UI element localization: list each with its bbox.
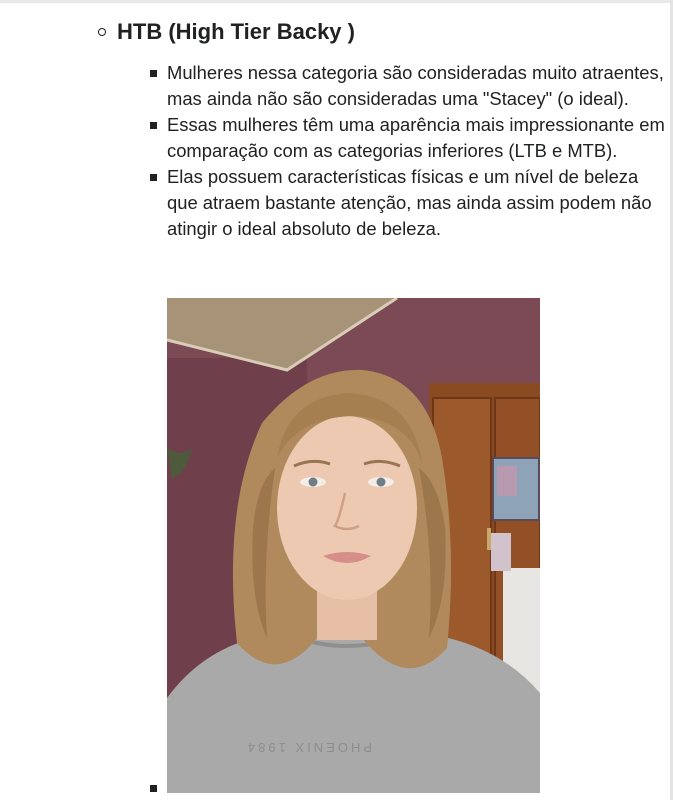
detail-list	[167, 60, 667, 242]
top-border	[0, 0, 673, 3]
list-item	[167, 112, 667, 164]
square-bullet-icon	[150, 174, 157, 181]
square-bullet-icon	[150, 785, 157, 792]
list-item-text: Elas possuem características físicas e um nível de beleza que atraem bastante atenção, mas ainda assim podem não atingir o ideal absoluto de beleza.	[167, 166, 652, 239]
portrait-illustration	[167, 298, 540, 793]
square-bullet-icon	[150, 70, 157, 77]
portrait-photo[interactable]	[167, 298, 540, 793]
list-item	[167, 60, 667, 112]
section-heading: HTB (High Tier Backy )	[117, 19, 355, 44]
list-item-text: Essas mulheres têm uma aparência mais impressionante em comparação com as categorias inferiores (LTB e MTB).	[167, 114, 665, 161]
list-item	[167, 164, 667, 242]
square-bullet-icon	[150, 122, 157, 129]
circle-bullet-icon	[98, 28, 106, 36]
sweatshirt-print-text: PHOENIX 1984	[244, 740, 372, 755]
list-item-text: Mulheres nessa categoria são consideradas muito atraentes, mas ainda não são consideradas uma "Stacey" (o ideal).	[167, 62, 664, 109]
